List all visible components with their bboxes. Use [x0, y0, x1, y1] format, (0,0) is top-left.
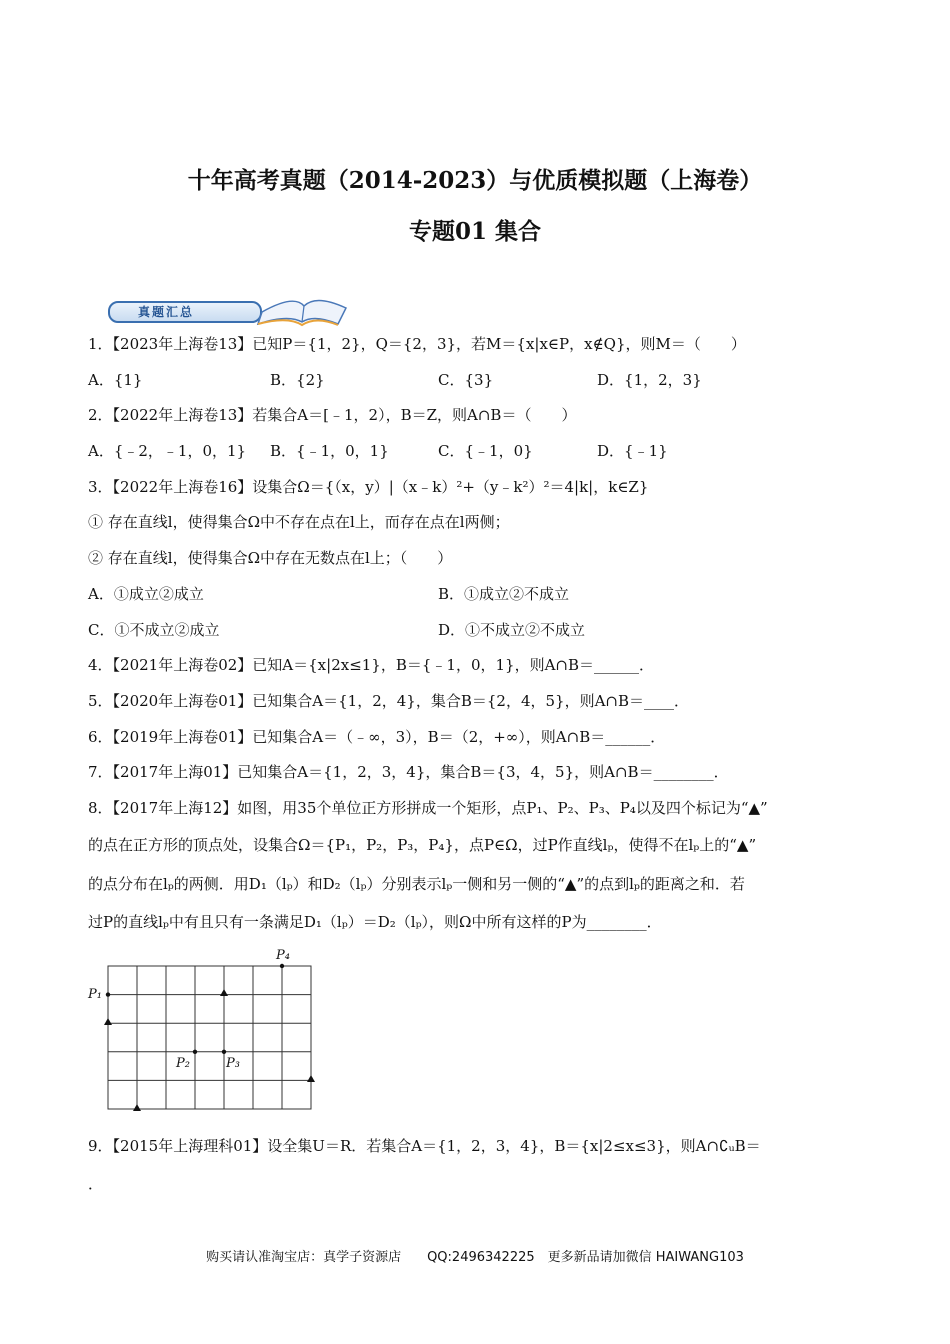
triangle-marker-4: [133, 1104, 141, 1111]
question-3-statement-1: ① 存在直线l，使得集合Ω中不存在点在l上，而存在点在l两侧；: [88, 513, 510, 531]
label-p4: P₄: [276, 948, 290, 963]
point-p2: [193, 1050, 197, 1054]
question-8-line-3: 的点分布在lₚ的两侧．用D₁（lₚ）和D₂（lₚ）分别表示lₚ一侧和另一侧的“▲”的点到lₚ的距离之和．若: [88, 875, 745, 893]
page-subtitle: 专题01 集合: [408, 218, 541, 245]
triangle-marker-2: [220, 989, 228, 996]
question-8-line-4: 过P的直线lₚ中有且只有一条满足D₁（lₚ）＝D₂（lₚ），则Ω中所有这样的P为________．: [88, 913, 662, 931]
label-p2: P₂: [176, 1056, 190, 1071]
q2-option-b[interactable]: B．{﹣1，0，1}: [270, 442, 389, 460]
triangle-marker-1: [104, 1018, 112, 1025]
question-8-line-2: 的点在正方形的顶点处，设集合Ω＝{P₁，P₂，P₃，P₄}，点P∈Ω，过P作直线lₚ，使得不在lₚ上的“▲”: [88, 836, 757, 854]
book-icon: [254, 292, 354, 328]
label-p1: P₁: [88, 987, 102, 1002]
grid-lines: [108, 966, 311, 1109]
q1-option-d[interactable]: D．{1，2，3}: [597, 371, 702, 389]
question-6: 6．【2019年上海卷01】已知集合A＝（﹣∞，3），B＝（2，+∞），则A∩B＝______．: [88, 728, 666, 746]
question-3: 3．【2022年上海卷16】设集合Ω＝{（x，y）|（x﹣k）²+（y﹣k²）²＝4|k|，k∈Z}: [88, 478, 649, 496]
question-1: 1．【2023年上海卷13】已知P＝{1，2}，Q＝{2，3}，若M＝{x|x∈P，x∉Q}，则M＝（ ）: [88, 335, 746, 353]
triangle-marker-3: [307, 1075, 315, 1082]
point-p1: [106, 992, 110, 996]
page-title: 十年高考真题（2014-2023）与优质模拟题（上海卷）: [187, 167, 763, 194]
label-p3: P₃: [226, 1056, 240, 1071]
question-4: 4．【2021年上海卷02】已知A＝{x|2x≤1}，B＝{﹣1，0，1}，则A∩B＝______．: [88, 656, 655, 674]
question-5: 5．【2020年上海卷01】已知集合A＝{1，2，4}，集合B＝{2，4，5}，则A∩B＝____．: [88, 692, 690, 710]
q1-option-c[interactable]: C．{3}: [438, 371, 494, 389]
q3-option-a[interactable]: A．①成立②成立: [88, 585, 204, 603]
q2-option-c[interactable]: C．{﹣1，0}: [438, 442, 533, 460]
question-8-figure: [82, 944, 332, 1114]
q1-option-a[interactable]: A．{1}: [88, 371, 143, 389]
question-2: 2．【2022年上海卷13】若集合A＝[﹣1，2），B＝Z，则A∩B＝（ ）: [88, 406, 577, 424]
footer: 购买请认准淘宝店：真学子资源店 QQ:2496342225 更多新品请加微信 HAIWANG103: [206, 1250, 744, 1265]
section-banner-label: 真题汇总: [108, 301, 262, 323]
q3-option-b[interactable]: B．①成立②不成立: [438, 585, 570, 603]
q3-option-c[interactable]: C．①不成立②成立: [88, 621, 220, 639]
q2-option-a[interactable]: A．{﹣2，﹣1，0，1}: [88, 442, 247, 460]
q2-option-d[interactable]: D．{﹣1}: [597, 442, 668, 460]
q3-option-d[interactable]: D．①不成立②不成立: [438, 621, 586, 639]
q1-option-b[interactable]: B．{2}: [270, 371, 325, 389]
point-p3: [222, 1050, 226, 1054]
question-8-line-1: 8．【2017年上海12】如图，用35个单位正方形拼成一个矩形，点P₁、P₂、P₃、P₄以及四个标记为“▲”: [88, 799, 768, 817]
question-7: 7．【2017年上海01】已知集合A＝{1，2，3，4}，集合B＝{3，4，5}，则A∩B＝________．: [88, 763, 729, 781]
question-3-statement-2: ② 存在直线l，使得集合Ω中存在无数点在l上；（ ）: [88, 549, 453, 567]
section-banner: [104, 292, 344, 328]
point-p4: [280, 964, 284, 968]
question-9: 9．【2015年上海理科01】设全集U＝R．若集合A＝{1，2，3，4}，B＝{x|2≤x≤3}，则A∩∁ᵤB＝: [88, 1137, 761, 1155]
question-9-line-2: ．: [88, 1175, 104, 1193]
